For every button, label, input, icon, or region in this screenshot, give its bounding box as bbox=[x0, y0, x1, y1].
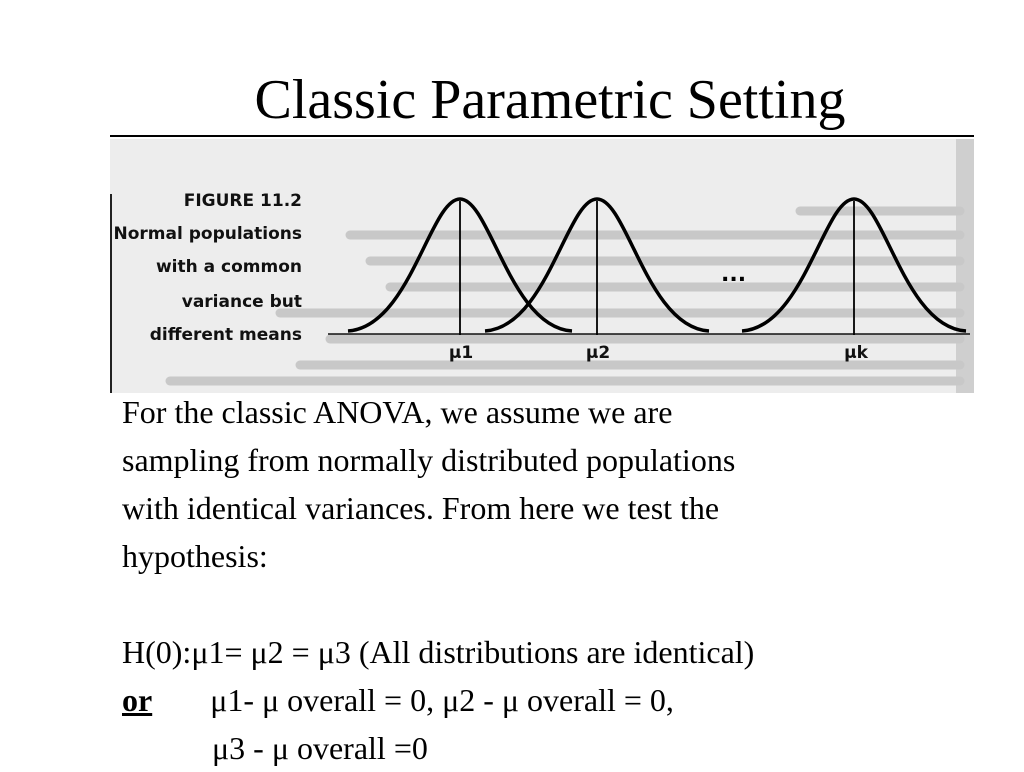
scan-edge bbox=[110, 194, 112, 393]
figure-ellipsis: ... bbox=[721, 262, 747, 287]
title-underline bbox=[110, 135, 974, 137]
paragraph-line: hypothesis: bbox=[122, 538, 268, 574]
paragraph-line: For the classic ANOVA, we assume we are bbox=[122, 394, 673, 430]
mu-label: μ2 bbox=[585, 343, 611, 363]
alternative-line-1 bbox=[122, 676, 922, 724]
figure-caption-line: different means bbox=[149, 325, 302, 345]
mu-label: μk bbox=[844, 343, 868, 363]
page-shadow bbox=[956, 139, 974, 393]
figure-scan bbox=[110, 139, 974, 393]
figure-caption-line: Normal populations bbox=[113, 224, 302, 244]
or-label: or bbox=[122, 682, 153, 718]
slide-title: Classic Parametric Setting bbox=[254, 69, 846, 131]
null-hypothesis: H(0):μ1= μ2 = μ3 (All distributions are identical) bbox=[122, 634, 755, 670]
paragraph-line: with identical variances. From here we test the bbox=[122, 490, 720, 526]
spacer bbox=[122, 580, 922, 628]
normal-curves-figure bbox=[110, 139, 974, 393]
mu-label: μ1 bbox=[448, 343, 474, 363]
alternative-text-1: μ1- μ overall = 0, μ2 - μ overall = 0, bbox=[210, 682, 674, 718]
alternative-line-2 bbox=[122, 724, 922, 772]
alternative-text-2: μ3 - μ overall =0 bbox=[212, 730, 428, 766]
figure-caption-line: FIGURE 11.2 bbox=[183, 191, 302, 211]
paragraph-line: sampling from normally distributed populations bbox=[122, 442, 736, 478]
figure-caption-line: with a common bbox=[155, 257, 302, 277]
figure-caption-line: variance but bbox=[181, 292, 302, 312]
body-text bbox=[122, 388, 922, 772]
